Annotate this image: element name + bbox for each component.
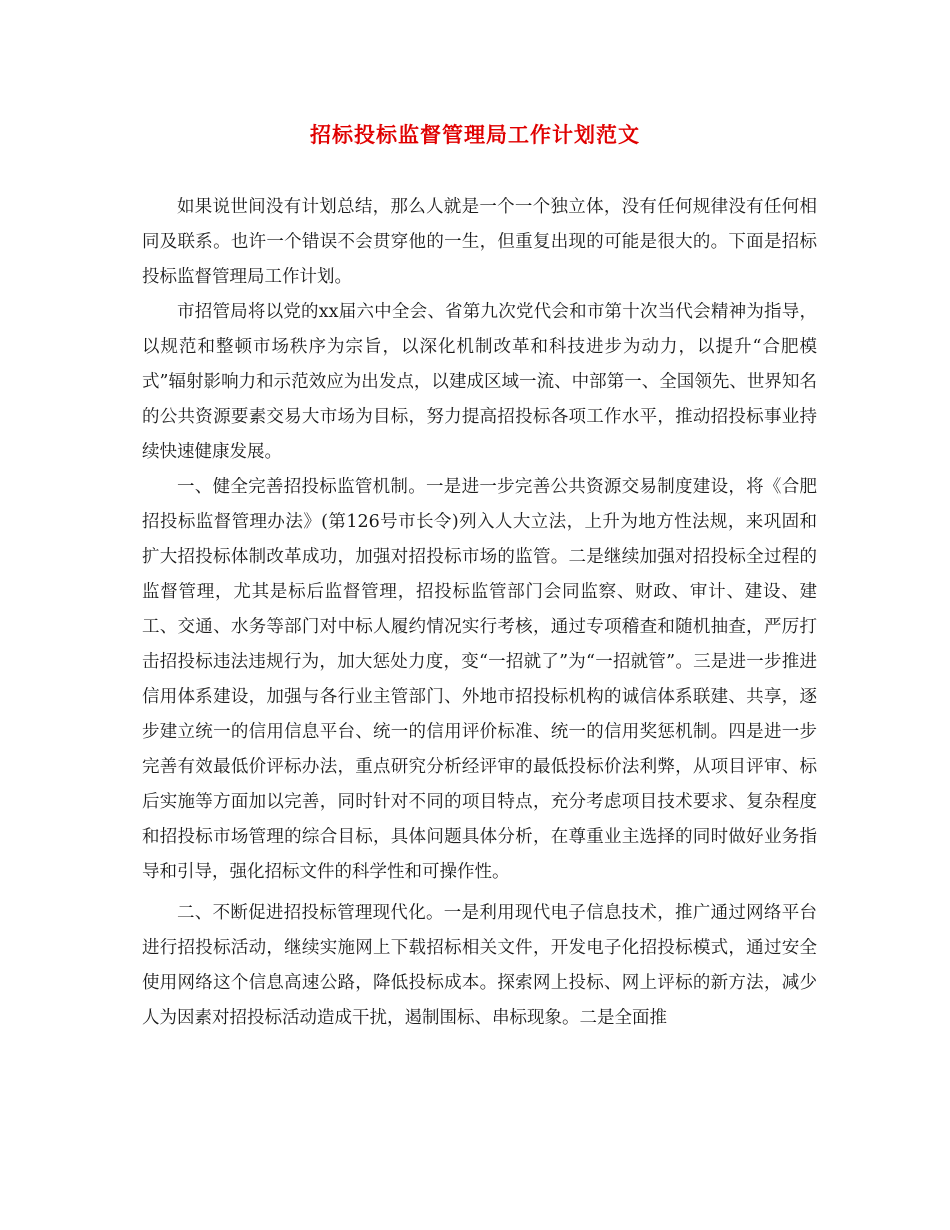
paragraph-guiding-principle: 市招管局将以党的xx届六中全会、省第九次党代会和市第十次当代会精神为指导，以规范和整顿市场秩序为宗旨，以深化机制改革和科技进步为动力，以提升“合肥模式”辐射影响力和示范效应为出发点，以建成区域一流、中部第一、全国领先、世界知名的公共资源要素交易大市场为目标，努力提高招投标各项工作水平，推动招投标事业持续快速健康发展。 xyxy=(142,302,817,462)
paragraph-intro: 如果说世间没有计划总结，那么人就是一个一个独立体，没有任何规律没有任何相同及联系。也许一个错误不会贯穿他的一生，但重复出现的可能是很大的。下面是招标投标监督管理局工作计划。 xyxy=(142,197,817,287)
paragraph-section-one: 一、健全完善招投标监管机制。一是进一步完善公共资源交易制度建设，将《合肥招投标监督管理办法》(第126号市长令)列入人大立法，上升为地方性法规，来巩固和扩大招投标体制改革成功，加强对招投标市场的监管。二是继续加强对招投标全过程的监督管理，尤其是标后监督管理，招投标监管部门会同监察、财政、审计、建设、建工、交通、水务等部门对中标人履约情况实行考核，通过专项稽查和随机抽查，严厉打击招投标违法违规行为，加大惩处力度，变“一招就了”为“一招就管”。三是进一步推进信用体系建设，加强与各行业主管部门、外地市招投标机构的诚信体系联建、共享，逐步建立统一的信用信息平台、统一的信用评价标准、统一的信用奖惩机制。四是进一步完善有效最低价评标办法，重点研究分析经评审的最低投标价法利弊，从项目评审、标后实施等方面加以完善，同时针对不同的项目特点，充分考虑项目技术要求、复杂程度和招投标市场管理的综合目标，具体问题具体分析，在尊重业主选择的同时做好业务指导和引导，强化招标文件的科学性和可操作性。 xyxy=(142,477,817,882)
document-title: 招标投标监督管理局工作计划范文 xyxy=(310,122,640,147)
document-body xyxy=(142,190,817,1036)
paragraph-section-two: 二、不断促进招投标管理现代化。一是利用现代电子信息技术，推广通过网络平台进行招投标活动，继续实施网上下载招标相关文件，开发电子化招投标模式，通过安全使用网络这个信息高速公路，降低投标成本。探索网上投标、网上评标的新方法，减少人为因素对招投标活动造成干扰，遏制围标、串标现象。二是全面推 xyxy=(142,903,817,1028)
